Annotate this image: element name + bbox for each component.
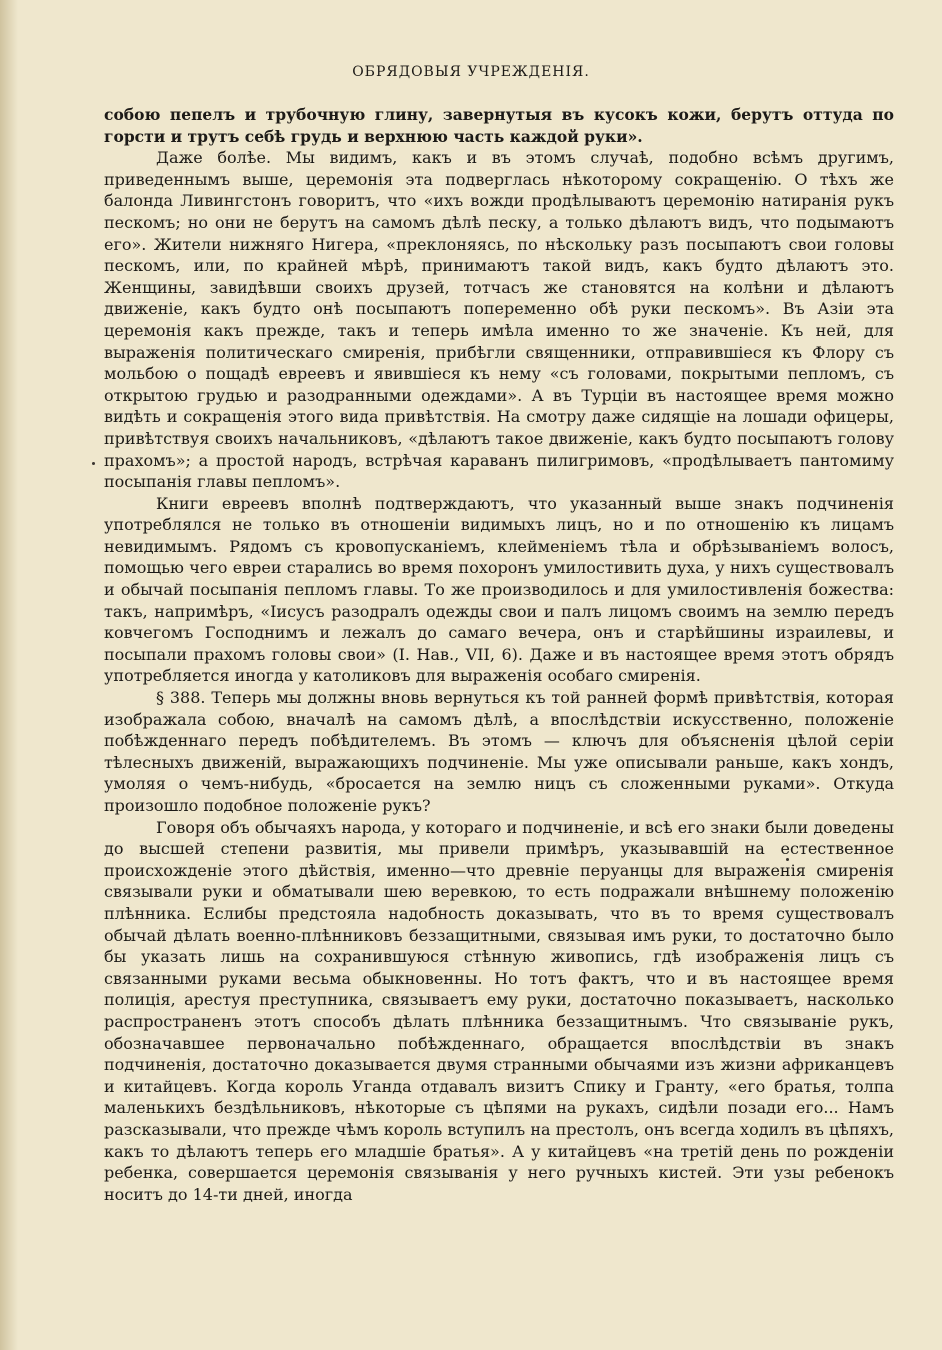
paragraph: Даже болѣе. Мы видимъ, какъ и въ этомъ случаѣ, подобно всѣмъ другимъ, приведеннымъ выше, церемонія эта подверглась нѣкоторому сокращенію. О тѣхъ же балонда Ливингстонъ говоритъ, что «ихъ вожди продѣлываютъ церемонію натиранія рукъ пескомъ; но они не берутъ на самомъ дѣлѣ песку, а только дѣлаютъ видъ, что подымаютъ его». Жители нижняго Нигера, «преклоняясь, по нѣскольку разъ посыпаютъ свои головы пескомъ, или, по крайней мѣрѣ, принимаютъ такой видъ, какъ будто дѣлаютъ это. Женщины, завидѣвши своихъ друзей, тотчасъ же становятся на колѣни и дѣлаютъ движеніе, какъ будто онѣ посыпаютъ попеременно обѣ руки пескомъ». Въ Азіи эта церемонія какъ прежде, такъ и теперь имѣла именно то же значеніе. Къ ней, для выраженія политическаго смиренія, прибѣгли священники, отправившіеся къ Флору съ мольбою о пощадѣ евреевъ и явившіеся къ нему «съ головами, покрытыми пепломъ, съ открытою грудью и разодранными одеждами». А въ Турціи въ настоящее время можно видѣть и сокращенія этого вида привѣтствія. На смотру даже сидящіе на лошади офицеры, привѣтствуя своихъ начальниковъ, «дѣлаютъ такое движеніе, какъ будто посыпаютъ голову прахомъ»; а простой народъ, встрѣчая караванъ пилигримовъ, «продѣлываетъ пантомиму посыпанія главы пепломъ».	[104, 148, 894, 492]
page-edge-shadow	[0, 0, 18, 1350]
paragraph-section-388: § 388. Теперь мы должны вновь вернуться къ той ранней формѣ привѣтствія, которая изображала собою, вначалѣ на самомъ дѣлѣ, а впослѣдствіи искусственно, положеніе побѣжденнаго передъ побѣдителемъ. Въ этомъ — ключъ для объясненія цѣлой серіи тѣлесныхъ движеній, выражающихъ подчиненіе. Мы уже описывали раньше, какъ хондъ, умоляя о чемъ-нибудь, «бросается на землю ницъ съ сложенными руками». Откуда произошло подобное положеніе рукъ?	[104, 688, 894, 815]
paragraph: Книги евреевъ вполнѣ подтверждаютъ, что указанный выше знакъ подчиненія употреблялся не только въ отношеніи видимыхъ лицъ, но и по отношенію къ лицамъ невидимымъ. Рядомъ съ кровопусканіемъ, клейменіемъ тѣла и обрѣзываніемъ волосъ, помощью чего евреи старались во время похоронъ умилостивить духа, у нихъ существовалъ и обычай посыпанія пепломъ главы. То же производилось и для умилостивленія божества: такъ, напримѣръ, «Іисусъ разодралъ одежды свои и палъ лицомъ своимъ на землю передъ ковчегомъ Господнимъ и лежалъ до самаго вечера, онъ и старѣйшины израилевы, и посыпали прахомъ головы свои» (І. Нав., VII, 6). Даже и въ настоящее время этотъ обрядъ употребляется иногда у католиковъ для выраженія особаго смиренія.	[104, 493, 894, 686]
body-text	[104, 104, 894, 1205]
paragraph: Говоря объ обычаяхъ народа, у котораго и подчиненіе, и всѣ его знаки были доведены до высшей степени развитія, мы привели примѣръ, указывавшій на естественное происхожденіе этого дѣйствія, именно—что древніе перуанцы для выраженія смиренія связывали руки и обматывали шею веревкою, то есть подражали внѣшнему положенію плѣнника. Еслибы предстояла надобность доказывать, что въ то время существовалъ обычай дѣлать военно-плѣнниковъ беззащитными, связывая имъ руки, то достаточно было бы указать лишь на сохранившуюся стѣнную живопись, гдѣ изображенія лицъ съ связанными руками весьма обыкновенны. Но тотъ фактъ, что и въ настоящее время полиція, арестуя преступника, связываетъ ему руки, достаточно показываетъ, насколько распространенъ этотъ способъ дѣлать плѣнника беззащитнымъ. Что связываніе рукъ, обозначавшее первоначально побѣжденнаго, обращается впослѣдствіи въ знакъ подчиненія, достаточно доказывается двумя странными обычаями изъ жизни африканцевъ и китайцевъ. Когда король Уганда отдавалъ визитъ Спику и Гранту, «его братья, толпа маленькихъ бездѣльниковъ, нѣкоторые съ цѣпями на рукахъ, сидѣли позади его... Намъ разсказывали, что прежде чѣмъ король вступилъ на престолъ, онъ всегда ходилъ въ цѣпяхъ, какъ то дѣлаютъ теперь его младшіе братья». А у китайцевъ «на третій день по рожденіи ребенка, совершается церемонія связыванія у него ручныхъ кистей. Эти узы ребенокъ носитъ до 14-ти дней, иногда	[104, 817, 894, 1204]
ink-spot	[92, 462, 95, 465]
ink-spot	[786, 858, 789, 861]
running-header: ОБРЯДОВЫЯ УЧРЕЖДЕНІЯ.	[352, 64, 590, 80]
paragraph-continuation: собою пепелъ и трубочную глину, завернутыя въ кусокъ кожи, берутъ оттуда по горсти и трутъ себѣ грудь и верхнюю часть каждой руки».	[104, 105, 894, 146]
